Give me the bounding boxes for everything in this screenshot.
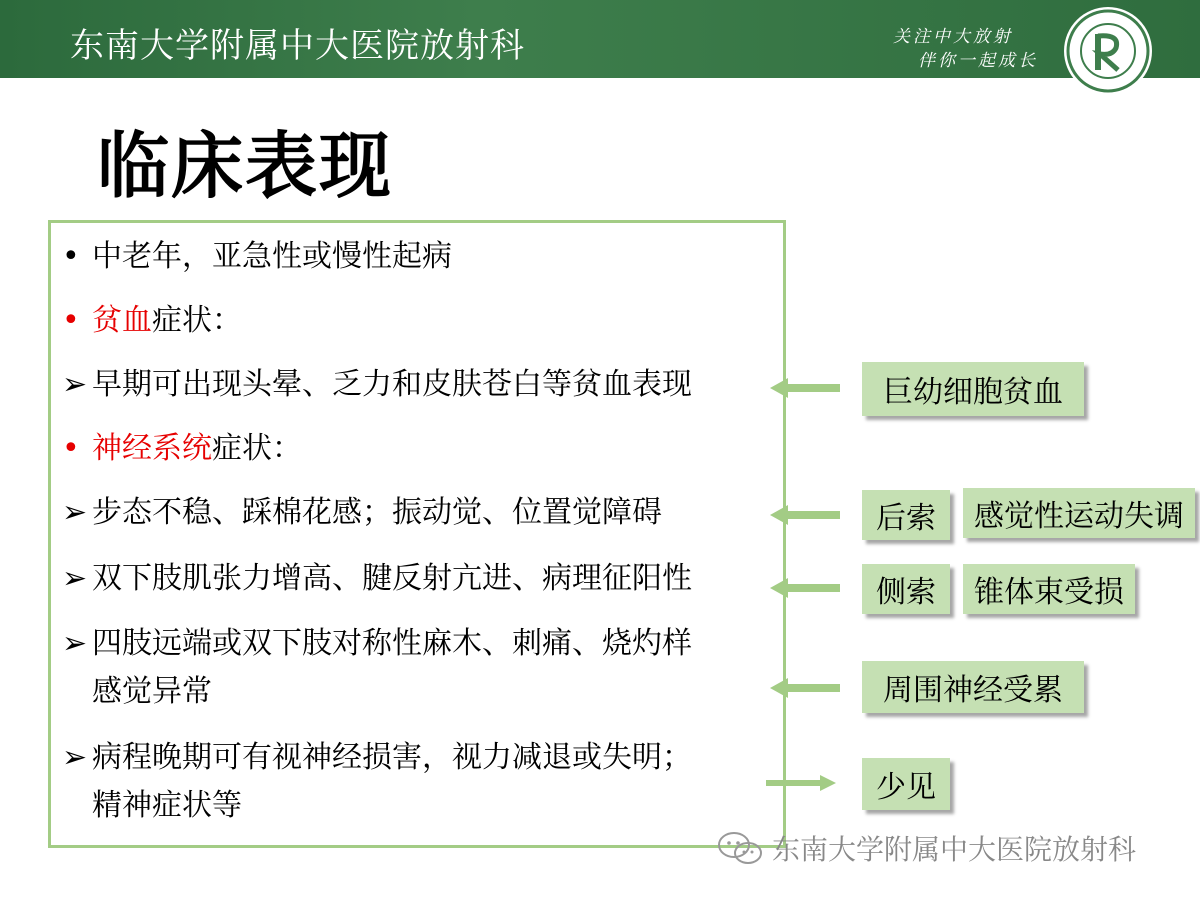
- bullet-marker: •: [62, 239, 80, 274]
- tag-posterior-desc: 感觉性运动失调: [963, 488, 1195, 538]
- item-text-continued: 感觉异常: [92, 674, 212, 709]
- list-item: [62, 304, 242, 337]
- arrow-right-icon: [766, 773, 836, 793]
- item-text: 病程晚期可有视神经损害，视力减退或失明；: [92, 740, 692, 775]
- list-item: [62, 620, 692, 716]
- wechat-icon: [716, 831, 764, 865]
- tag-anemia: 巨幼细胞贫血: [862, 362, 1084, 416]
- item-text: 步态不稳、踩棉花感；振动觉、位置觉障碍: [92, 495, 662, 530]
- hospital-logo: [1058, 6, 1158, 96]
- arrow-marker: ➢: [62, 740, 88, 775]
- item-text-continued: 精神症状等: [92, 788, 242, 823]
- header-slogan-line1: 关注中大放射: [893, 27, 1013, 47]
- item-text: 早期可出现头晕、乏力和皮肤苍白等贫血表现: [92, 367, 692, 402]
- item-highlight: 神经系统: [92, 431, 212, 466]
- bullet-marker: •: [62, 303, 80, 338]
- header-banner: [0, 0, 1200, 78]
- list-item: [62, 734, 692, 830]
- tag-peripheral: 周围神经受累: [862, 661, 1084, 713]
- tag-lateral-desc: 锥体束受损: [963, 564, 1135, 614]
- list-item: [62, 368, 692, 401]
- item-text: 四肢远端或双下肢对称性麻木、刺痛、烧灼样: [92, 626, 692, 661]
- tag-posterior-column: 后索: [862, 490, 950, 540]
- list-item: [62, 562, 692, 595]
- arrow-left-icon: [770, 578, 840, 598]
- watermark-text: 东南大学附属中大医院放射科: [772, 833, 1137, 866]
- arrow-marker: ➢: [62, 561, 88, 596]
- bullet-marker: •: [62, 431, 80, 466]
- item-text: 症状：: [212, 431, 302, 466]
- arrow-left-icon: [770, 378, 840, 398]
- list-item: [62, 496, 662, 529]
- tag-rare: 少见: [862, 758, 950, 810]
- list-item: [62, 240, 452, 273]
- arrow-left-icon: [770, 678, 840, 698]
- item-text: 中老年，亚急性或慢性起病: [92, 239, 452, 274]
- watermark: [716, 828, 1136, 868]
- tag-lateral-column: 侧索: [862, 564, 950, 614]
- arrow-marker: ➢: [62, 495, 88, 530]
- list-item: [62, 432, 302, 465]
- page-title: 临床表现: [97, 124, 394, 208]
- item-text: 双下肢肌张力增高、腱反射亢进、病理征阳性: [92, 561, 692, 596]
- arrow-left-icon: [770, 505, 840, 525]
- arrow-marker: ➢: [62, 367, 88, 402]
- arrow-marker: ➢: [62, 626, 88, 661]
- header-title: 东南大学附属中大医院放射科: [70, 26, 525, 66]
- item-text: 症状：: [152, 303, 242, 338]
- item-highlight: 贫血: [92, 303, 152, 338]
- header-slogan-line2: 伴你一起成长: [918, 51, 1038, 71]
